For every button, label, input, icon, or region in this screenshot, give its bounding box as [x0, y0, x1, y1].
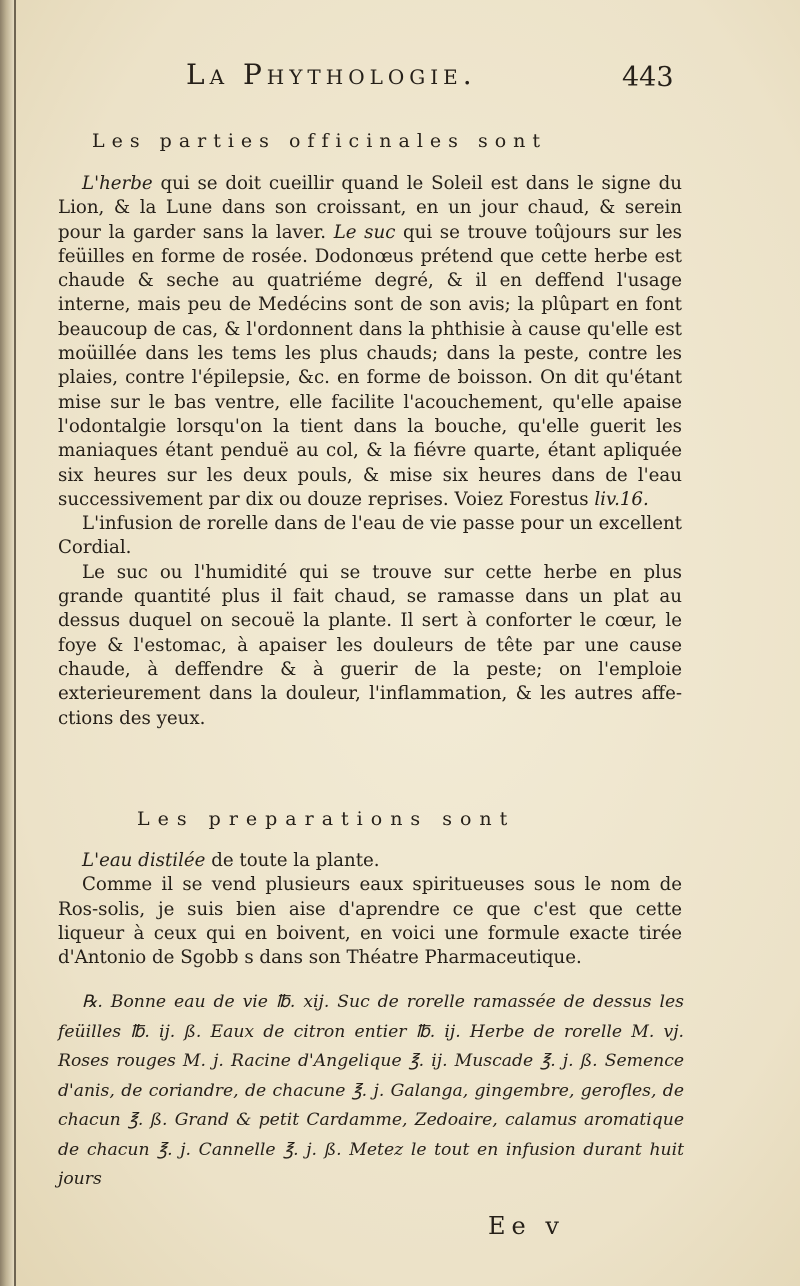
page-header: [0, 58, 800, 98]
page-number: 443: [622, 62, 674, 93]
lead-term-eau: L'eau distilée: [82, 850, 206, 871]
paragraph-suc: Le suc ou l'humidité qui se trouve sur cette herbe en plus grande quantité plus il fait chaud, se ramasse dans un plat au dessus duquel on secouë la plante. Il sert à conforter le cœur, le foye & l'estomac, à apaiser les douleurs de tête par une cause chaude, à deffendre & à guerir de la peste; on l'emploie exterieurement dans la douleur, l'inflammation, & les autres affe-ctions des yeux.: [58, 561, 682, 729]
signature-catchword: Ee v: [488, 1212, 565, 1240]
main-text-block-1: [58, 172, 682, 731]
recipe-block: [58, 988, 684, 1195]
lead-term-herbe: L'herbe: [82, 173, 153, 194]
running-title: La Phythologie.: [186, 58, 477, 91]
section-heading-officinales: Les parties officinales sont: [92, 130, 548, 152]
page-gutter: [0, 0, 14, 1286]
section-heading-preparations: Les preparations sont: [137, 808, 516, 830]
paragraph-text: qui se doit cueillir quand le Soleil est dans le signe du Lion, & la Lune dans son croissant, en un jour chaud, & serein pour la garder sans la laver.: [58, 173, 682, 243]
paragraph-eau-distilee: [58, 849, 682, 873]
paragraph-ros-solis: Comme il se vend plusieurs eaux spiritueuses sous le nom de Ros-solis, je suis bien aise d'aprendre ce que c'est que cette liqueur à ceux qui en boivent, en voici une formule exacte tirée d'Antonio de Sgobb s dans son Théatre Pharmaceutique.: [58, 874, 682, 969]
reference: liv.16.: [594, 488, 649, 510]
paragraph-infusion: L'infusion de rorelle dans de l'eau de vie passe pour un excellent Cordial.: [58, 513, 682, 559]
gutter-line: [14, 0, 16, 1286]
main-text-block-2: [58, 849, 682, 970]
paragraph-text: qui se trouve toûjours sur les feüilles en forme de rosée. Dodonœus prétend que cette herbe est chaude & seche au quatriéme degré, & il en deffend l'usage interne, mais peu de Medécins sont de son avis; la plûpart en font beaucoup de cas, & l'ordonnent dans la phthisie à cause qu'elle est moüillée dans les tems les plus chauds; dans la peste, contre les plaies, contre l'épilepsie, &c. en forme de boisson. On dit qu'étant mise sur le bas ventre, elle facilite l'acouchement, qu'elle apaise l'odontalgie lorsqu'on la tient dans la bouche, qu'elle guerit les maniaques étant penduë au col, & la fiévre quarte, étant apliquée six heures sur les deux pouls, & mise six heures dans de l'eau successivement par dix ou douze reprises. Voiez Forestus: [58, 221, 683, 510]
paragraph-text: de toute la plante.: [205, 850, 380, 871]
lead-term-suc: Le suc: [333, 221, 396, 243]
paragraph-herbe: [58, 172, 682, 512]
recipe-text: ℞. Bonne eau de vie ℔. xij. Suc de rorelle ramassée de dessus les feüilles ℔. ij. ß. Eaux de citron entier ℔. ij. Herbe de rorelle M. vj. Roses rouges M. j. Racine d'Angelique ℥. ij. Muscade ℥. j. ß. Semence d'anis, de coriandre, de chacune ℥. j. Galanga, gingembre, gerofles, de chacun ℥. ß. Grand & petit Cardamme, Zedoaire, calamus aromatique de chacun ℥. j. Cannelle ℥. j. ß. Metez le tout en infusion durant huit jours: [58, 992, 684, 1189]
